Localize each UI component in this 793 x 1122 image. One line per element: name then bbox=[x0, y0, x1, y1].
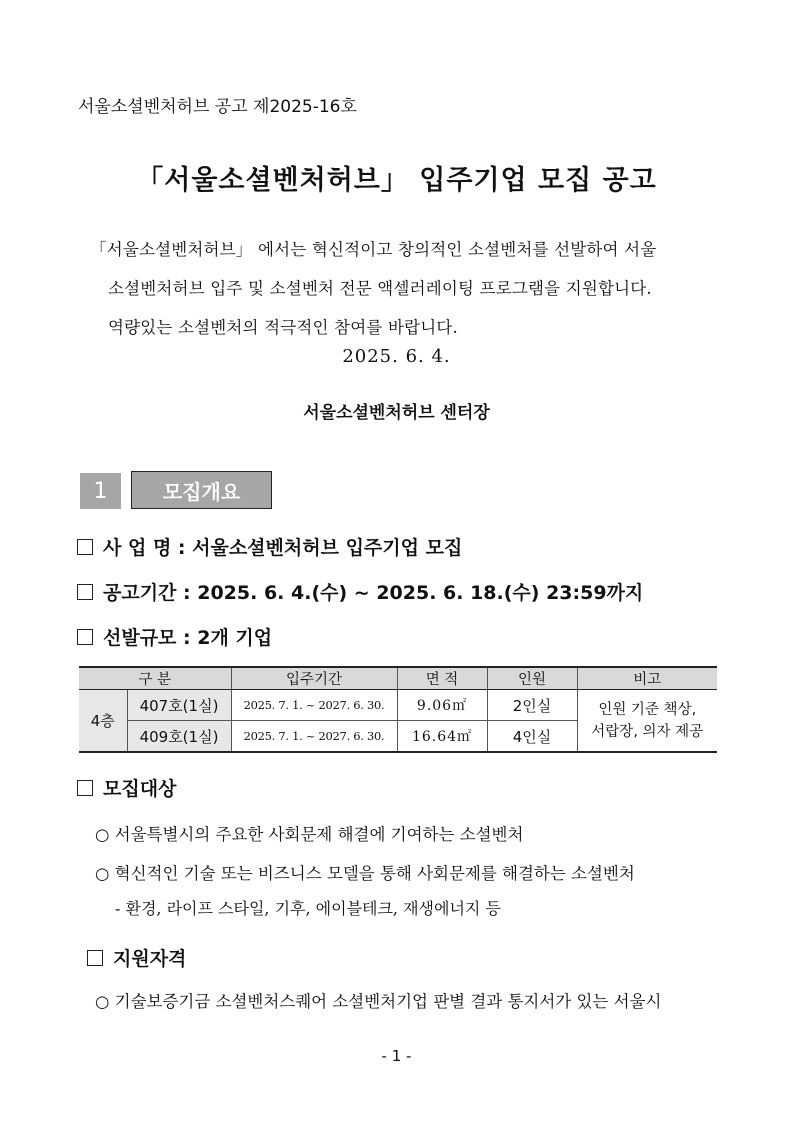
target-bullet-2: ○ 혁신적인 기술 또는 비즈니스 모델을 통해 사회문제를 해결하는 소셜벤처 bbox=[95, 864, 635, 883]
header-note: 비고 bbox=[577, 667, 717, 690]
area-cell: 16.64㎡ bbox=[397, 721, 487, 753]
page-number: - 1 - bbox=[381, 1047, 412, 1065]
checkbox-icon bbox=[77, 780, 93, 796]
header-category: 구 분 bbox=[79, 667, 231, 690]
room-cell: 409호(1실) bbox=[127, 721, 231, 753]
checkbox-icon bbox=[87, 950, 103, 966]
table-header-row bbox=[79, 667, 717, 690]
item-period-text: 공고기간 : 2025. 6. 4.(수) ~ 2025. 6. 18.(수) 23:59까지 bbox=[103, 582, 644, 604]
people-cell: 4인실 bbox=[487, 721, 577, 753]
checkbox-icon bbox=[77, 584, 93, 600]
item-recruitment-target bbox=[77, 774, 176, 801]
checkbox-icon bbox=[77, 539, 93, 555]
item-project-text: 사 업 명 : 서울소셜벤처허브 입주기업 모집 bbox=[103, 537, 463, 559]
note-line-1: 인원 기준 책상, bbox=[598, 701, 697, 718]
item-scale-text: 선발규모 : 2개 기업 bbox=[103, 627, 273, 649]
table-row bbox=[79, 690, 717, 721]
announcement-date: 2025. 6. 4. bbox=[342, 346, 451, 367]
item-selection-scale bbox=[77, 623, 272, 650]
item-target-text: 모집대상 bbox=[103, 778, 177, 800]
item-eligibility-text: 지원자격 bbox=[113, 948, 187, 970]
intro-line-3: 역량있는 소셜벤처의 적극적인 참여를 바랍니다. bbox=[108, 318, 459, 337]
eligibility-bullet-1: ○ 기술보증기금 소셜벤처스퀘어 소셜벤처기업 판별 결과 통지서가 있는 서울시 bbox=[95, 992, 662, 1011]
note-cell bbox=[577, 690, 717, 753]
item-project-name bbox=[77, 533, 462, 560]
checkbox-icon bbox=[77, 629, 93, 645]
signer: 서울소셜벤처허브 센터장 bbox=[303, 403, 490, 423]
item-announcement-period bbox=[77, 578, 643, 605]
notice-number: 서울소셜벤처허브 공고 제2025‐16호 bbox=[78, 97, 357, 117]
document-title: 「서울소셜벤처허브」 입주기업 모집 공고 bbox=[136, 165, 657, 196]
intro-line-2: 소셜벤처허브 입주 및 소셜벤처 전문 액셀러레이팅 프로그램을 지원합니다. bbox=[108, 279, 652, 298]
header-period: 입주기간 bbox=[231, 667, 397, 690]
header-area: 면 적 bbox=[397, 667, 487, 690]
floor-cell: 4층 bbox=[79, 690, 127, 753]
section-title: 모집개요 bbox=[131, 471, 272, 509]
note-line-2: 서랍장, 의자 제공 bbox=[591, 723, 704, 740]
people-cell: 2인실 bbox=[487, 690, 577, 721]
area-cell: 9.06㎡ bbox=[397, 690, 487, 721]
intro-line-1: 「서울소셜벤처허브」 에서는 혁신적이고 창의적인 소셜벤처를 선발하여 서울 bbox=[90, 240, 657, 259]
target-sub-bullet: - 환경, 라이프 스타일, 기후, 에이블테크, 재생에너지 등 bbox=[115, 899, 501, 918]
item-eligibility bbox=[87, 944, 186, 971]
target-bullet-1: ○ 서울특별시의 주요한 사회문제 해결에 기여하는 소셜벤처 bbox=[95, 825, 524, 844]
section-number-badge: 1 bbox=[80, 473, 121, 509]
header-people: 인원 bbox=[487, 667, 577, 690]
period-cell: 2025. 7. 1. ~ 2027. 6. 30. bbox=[231, 721, 397, 753]
period-cell: 2025. 7. 1. ~ 2027. 6. 30. bbox=[231, 690, 397, 721]
room-allocation-table bbox=[79, 666, 717, 753]
room-cell: 407호(1실) bbox=[127, 690, 231, 721]
